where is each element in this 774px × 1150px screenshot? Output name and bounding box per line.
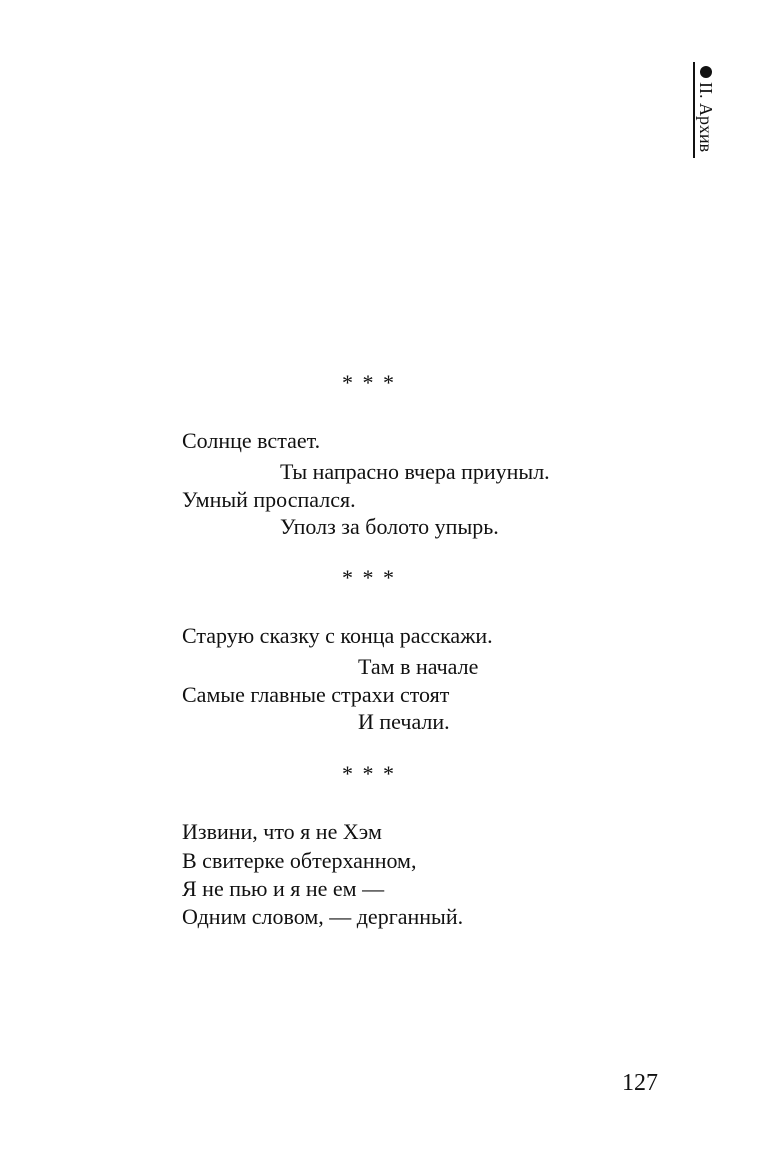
poem-line: Умный проспался.: [182, 487, 356, 512]
poem-line: Я не пью и я не ем —: [182, 876, 385, 901]
poem-line: Уполз за болото упырь.: [280, 514, 499, 539]
stanza-separator: * * *: [342, 565, 396, 590]
poem-line: И печали.: [358, 709, 450, 734]
page-number: 127: [622, 1070, 658, 1096]
poem-line: Одним словом, — дерганный.: [182, 904, 464, 929]
poem-line: Самые главные страхи стоят: [182, 682, 450, 707]
section-title: II. Архив: [696, 82, 716, 153]
poem-line: Солнце встает.: [182, 428, 321, 453]
poem-line: Старую сказку с конца расскажи.: [182, 623, 493, 648]
poem-line: Там в начале: [358, 654, 479, 679]
stanza-separator: * * *: [342, 370, 396, 395]
poem-line: В свитерке обтерханном,: [182, 848, 417, 873]
poem-line: Ты напрасно вчера приуныл.: [280, 459, 550, 484]
poem-line: Извини, что я не Хэм: [182, 819, 382, 844]
stanza-separator: * * *: [342, 761, 396, 786]
